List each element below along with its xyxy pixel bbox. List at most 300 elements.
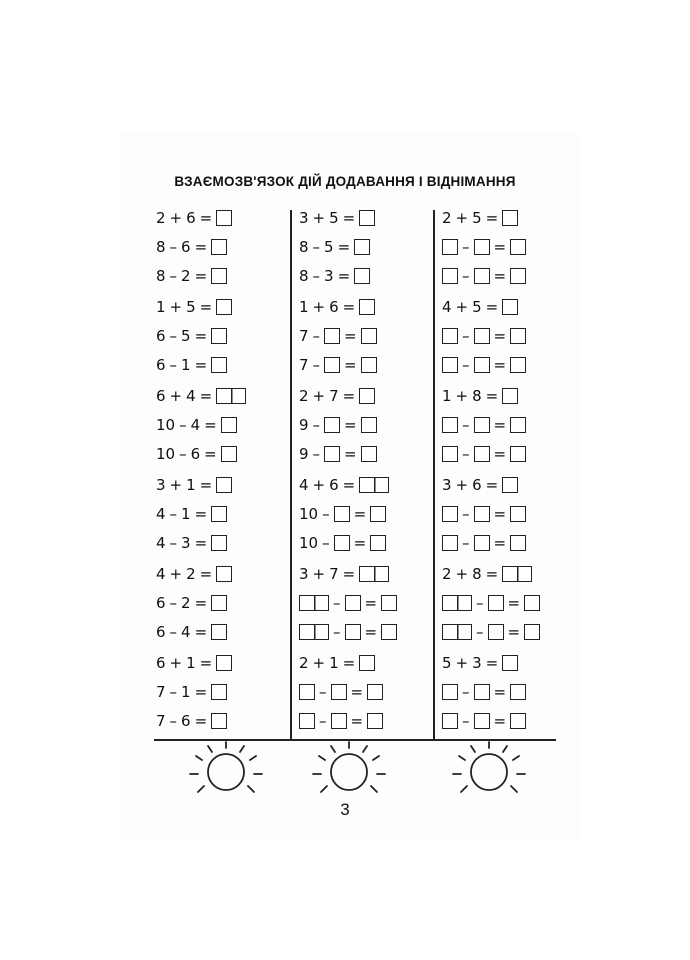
equals-sign: = xyxy=(507,623,521,641)
answer-box[interactable] xyxy=(367,684,383,700)
operand: 6 xyxy=(472,476,482,494)
equation-row xyxy=(156,413,237,437)
equals-sign: = xyxy=(493,356,507,374)
equals-sign: = xyxy=(507,594,521,612)
answer-box[interactable] xyxy=(474,357,490,373)
operand: 3 xyxy=(299,209,309,227)
operand: 2 xyxy=(181,267,191,285)
equation-row xyxy=(156,295,232,319)
operand: 4 xyxy=(299,476,309,494)
two-digit-answer-box[interactable] xyxy=(442,624,472,640)
operand: 4 xyxy=(181,623,191,641)
two-digit-answer-box[interactable] xyxy=(502,566,532,582)
operand: 1 xyxy=(299,298,309,316)
equals-sign: = xyxy=(342,476,356,494)
equals-sign: = xyxy=(204,416,217,434)
equation-row xyxy=(156,562,232,586)
operator-sign: – xyxy=(169,623,178,641)
answer-box[interactable] xyxy=(442,357,458,373)
answer-box[interactable] xyxy=(216,477,232,493)
equals-sign: = xyxy=(364,594,378,612)
equation-row xyxy=(156,651,232,675)
equals-sign: = xyxy=(342,565,356,583)
operator-sign: – xyxy=(169,712,178,730)
equals-sign: = xyxy=(344,416,357,434)
operand: 7 xyxy=(299,327,309,345)
answer-box[interactable] xyxy=(299,684,315,700)
answer-box[interactable] xyxy=(442,446,458,462)
equation-row xyxy=(299,531,386,555)
operand: 6 xyxy=(186,209,196,227)
answer-box[interactable] xyxy=(524,624,540,640)
equals-sign: = xyxy=(350,712,364,730)
answer-box[interactable] xyxy=(324,446,340,462)
operator-sign: – xyxy=(462,327,470,345)
operator-sign: – xyxy=(319,712,327,730)
equals-sign: = xyxy=(199,209,213,227)
answer-box[interactable] xyxy=(361,328,377,344)
answer-box[interactable] xyxy=(474,328,490,344)
answer-box[interactable] xyxy=(510,328,526,344)
answer-box[interactable] xyxy=(359,388,375,404)
equals-sign: = xyxy=(194,534,208,552)
answer-box[interactable] xyxy=(442,535,458,551)
equals-sign: = xyxy=(485,387,499,405)
equation-row xyxy=(442,235,526,259)
operator-sign: + xyxy=(169,209,183,227)
operator-sign: + xyxy=(312,387,326,405)
equation-row xyxy=(156,384,246,408)
operand: 7 xyxy=(299,356,309,374)
operand: 4 xyxy=(186,387,196,405)
answer-box[interactable] xyxy=(510,535,526,551)
answer-box[interactable] xyxy=(331,713,347,729)
answer-box[interactable] xyxy=(367,713,383,729)
equation-row xyxy=(442,295,518,319)
equals-sign: = xyxy=(344,327,357,345)
operator-sign: – xyxy=(169,327,178,345)
operand: 6 xyxy=(156,594,166,612)
operator-sign: – xyxy=(312,267,321,285)
answer-box[interactable] xyxy=(211,506,227,522)
answer-box[interactable] xyxy=(510,713,526,729)
equation-row xyxy=(442,651,518,675)
equals-sign: = xyxy=(194,238,208,256)
answer-box[interactable] xyxy=(474,713,490,729)
operator-sign: + xyxy=(455,387,469,405)
operand: 4 xyxy=(156,505,166,523)
equals-sign: = xyxy=(493,327,507,345)
column-divider-1 xyxy=(290,210,292,740)
equals-sign: = xyxy=(342,209,356,227)
answer-box[interactable] xyxy=(334,535,350,551)
operator-sign: + xyxy=(169,298,183,316)
operator-sign: – xyxy=(476,623,484,641)
answer-box[interactable] xyxy=(502,655,518,671)
answer-box[interactable] xyxy=(474,535,490,551)
operand: 2 xyxy=(299,654,309,672)
equation-row xyxy=(442,591,540,615)
operator-sign: – xyxy=(322,505,330,523)
operand: 8 xyxy=(472,387,482,405)
equation-row xyxy=(156,591,227,615)
equation-row xyxy=(299,709,383,733)
equals-sign: = xyxy=(485,565,499,583)
equation-row xyxy=(442,562,532,586)
operator-sign: – xyxy=(312,238,321,256)
answer-box[interactable] xyxy=(474,446,490,462)
equation-row xyxy=(156,324,227,348)
equation-row xyxy=(156,353,227,377)
sun-icon xyxy=(186,740,266,800)
operator-sign: – xyxy=(462,267,470,285)
answer-box[interactable] xyxy=(299,713,315,729)
answer-box[interactable] xyxy=(502,388,518,404)
answer-box[interactable] xyxy=(370,535,386,551)
equation-row xyxy=(442,442,526,466)
equation-row xyxy=(442,264,526,288)
answer-box[interactable] xyxy=(502,477,518,493)
operand: 7 xyxy=(329,565,339,583)
answer-box[interactable] xyxy=(359,210,375,226)
operator-sign: – xyxy=(169,594,178,612)
operator-sign: – xyxy=(179,445,187,463)
answer-box[interactable] xyxy=(221,417,237,433)
equation-row xyxy=(442,206,518,230)
operator-sign: – xyxy=(462,416,470,434)
operand: 2 xyxy=(181,594,191,612)
equation-row xyxy=(442,384,518,408)
column-divider-2 xyxy=(433,210,435,740)
operand: 6 xyxy=(156,327,166,345)
operand: 6 xyxy=(190,445,201,463)
answer-box[interactable] xyxy=(334,506,350,522)
equals-sign: = xyxy=(353,505,367,523)
operand: 5 xyxy=(472,209,482,227)
answer-box[interactable] xyxy=(361,357,377,373)
equation-row xyxy=(156,473,232,497)
operator-sign: + xyxy=(169,565,183,583)
operator-sign: + xyxy=(169,476,183,494)
operand: 6 xyxy=(329,476,339,494)
equals-sign: = xyxy=(342,387,356,405)
answer-box[interactable] xyxy=(510,506,526,522)
equals-sign: = xyxy=(493,505,507,523)
operand: 5 xyxy=(324,238,334,256)
answer-box[interactable] xyxy=(510,684,526,700)
answer-box[interactable] xyxy=(354,268,370,284)
operand: 8 xyxy=(472,565,482,583)
operand: 8 xyxy=(156,267,166,285)
two-digit-answer-box[interactable] xyxy=(442,595,472,611)
operand: 1 xyxy=(329,654,339,672)
equals-sign: = xyxy=(199,387,213,405)
operand: 5 xyxy=(186,298,196,316)
answer-box[interactable] xyxy=(474,239,490,255)
operand: 7 xyxy=(329,387,339,405)
operator-sign: – xyxy=(169,267,178,285)
equation-row xyxy=(156,235,227,259)
operand: 4 xyxy=(156,534,166,552)
answer-box[interactable] xyxy=(216,210,232,226)
operand: 6 xyxy=(156,623,166,641)
operator-sign: – xyxy=(333,623,341,641)
equals-sign: = xyxy=(194,712,208,730)
equation-row xyxy=(156,620,227,644)
equals-sign: = xyxy=(344,356,357,374)
answer-box[interactable] xyxy=(324,357,340,373)
equals-sign: = xyxy=(199,476,213,494)
operand: 7 xyxy=(156,712,166,730)
operator-sign: + xyxy=(312,654,326,672)
operator-sign: – xyxy=(333,594,341,612)
operand: 10 xyxy=(299,534,319,552)
equation-row xyxy=(442,473,518,497)
answer-box[interactable] xyxy=(221,446,237,462)
operator-sign: – xyxy=(319,683,327,701)
equals-sign: = xyxy=(194,594,208,612)
answer-box[interactable] xyxy=(211,535,227,551)
two-digit-answer-box[interactable] xyxy=(359,566,389,582)
operand: 6 xyxy=(156,356,166,374)
equals-sign: = xyxy=(353,534,367,552)
equation-row xyxy=(442,620,540,644)
equals-sign: = xyxy=(493,445,507,463)
equation-row xyxy=(156,680,227,704)
operand: 2 xyxy=(156,209,166,227)
operand: 3 xyxy=(324,267,334,285)
operand: 10 xyxy=(156,416,176,434)
operand: 4 xyxy=(442,298,452,316)
operand: 2 xyxy=(186,565,196,583)
answer-box[interactable] xyxy=(488,595,504,611)
operator-sign: – xyxy=(169,683,178,701)
answer-box[interactable] xyxy=(510,417,526,433)
answer-box[interactable] xyxy=(502,299,518,315)
operand: 8 xyxy=(156,238,166,256)
equals-sign: = xyxy=(194,505,208,523)
answer-box[interactable] xyxy=(324,328,340,344)
operator-sign: + xyxy=(455,298,469,316)
two-digit-answer-box[interactable] xyxy=(299,595,329,611)
answer-box[interactable] xyxy=(345,595,361,611)
answer-box[interactable] xyxy=(442,239,458,255)
operator-sign: – xyxy=(312,445,321,463)
operator-sign: – xyxy=(462,712,470,730)
operand: 1 xyxy=(186,654,196,672)
operand: 5 xyxy=(442,654,452,672)
equals-sign: = xyxy=(493,534,507,552)
answer-box[interactable] xyxy=(211,268,227,284)
equals-sign: = xyxy=(194,683,208,701)
answer-box[interactable] xyxy=(216,566,232,582)
equals-sign: = xyxy=(194,623,208,641)
equals-sign: = xyxy=(194,356,208,374)
equals-sign: = xyxy=(493,712,507,730)
equation-row xyxy=(299,502,386,526)
answer-box[interactable] xyxy=(502,210,518,226)
answer-box[interactable] xyxy=(442,713,458,729)
answer-box[interactable] xyxy=(211,357,227,373)
operand: 6 xyxy=(156,654,166,672)
equation-row xyxy=(299,473,389,497)
answer-box[interactable] xyxy=(474,417,490,433)
answer-box[interactable] xyxy=(442,268,458,284)
operand: 3 xyxy=(442,476,452,494)
operand: 10 xyxy=(156,445,176,463)
operator-sign: – xyxy=(476,594,484,612)
equation-row xyxy=(299,620,397,644)
equation-row xyxy=(156,206,232,230)
operator-sign: – xyxy=(179,416,187,434)
equals-sign: = xyxy=(493,683,507,701)
equation-row xyxy=(299,442,377,466)
equals-sign: = xyxy=(337,267,351,285)
operand: 5 xyxy=(329,209,339,227)
equation-row xyxy=(156,502,227,526)
answer-box[interactable] xyxy=(211,624,227,640)
answer-box[interactable] xyxy=(442,328,458,344)
answer-box[interactable] xyxy=(324,417,340,433)
equation-row xyxy=(299,562,389,586)
operand: 5 xyxy=(181,327,191,345)
equals-sign: = xyxy=(485,476,499,494)
answer-box[interactable] xyxy=(345,624,361,640)
equation-row xyxy=(299,384,375,408)
answer-box[interactable] xyxy=(474,268,490,284)
equals-sign: = xyxy=(337,238,351,256)
operand: 6 xyxy=(181,712,191,730)
answer-box[interactable] xyxy=(359,655,375,671)
operator-sign: – xyxy=(169,505,178,523)
equals-sign: = xyxy=(485,298,499,316)
operator-sign: – xyxy=(462,683,470,701)
answer-box[interactable] xyxy=(361,446,377,462)
equation-row xyxy=(299,680,383,704)
answer-box[interactable] xyxy=(474,684,490,700)
answer-box[interactable] xyxy=(216,655,232,671)
page-number: 3 xyxy=(340,800,350,819)
operator-sign: + xyxy=(455,565,469,583)
answer-box[interactable] xyxy=(510,239,526,255)
operand: 8 xyxy=(299,267,309,285)
operator-sign: + xyxy=(312,476,326,494)
equals-sign: = xyxy=(194,327,208,345)
operator-sign: – xyxy=(462,445,470,463)
answer-box[interactable] xyxy=(216,299,232,315)
answer-box[interactable] xyxy=(381,595,397,611)
answer-box[interactable] xyxy=(474,506,490,522)
equation-row xyxy=(442,413,526,437)
operand: 1 xyxy=(181,683,191,701)
operand: 6 xyxy=(181,238,191,256)
answer-box[interactable] xyxy=(442,506,458,522)
operator-sign: – xyxy=(169,534,178,552)
equation-row xyxy=(156,709,227,733)
operand: 5 xyxy=(472,298,482,316)
answer-box[interactable] xyxy=(370,506,386,522)
answer-box[interactable] xyxy=(211,595,227,611)
operator-sign: + xyxy=(455,476,469,494)
answer-box[interactable] xyxy=(442,417,458,433)
equals-sign: = xyxy=(342,654,356,672)
operand: 7 xyxy=(156,683,166,701)
answer-box[interactable] xyxy=(510,268,526,284)
operand: 2 xyxy=(442,565,452,583)
answer-box[interactable] xyxy=(331,684,347,700)
operator-sign: + xyxy=(312,209,326,227)
equation-row xyxy=(299,206,375,230)
equals-sign: = xyxy=(342,298,356,316)
operand: 1 xyxy=(181,356,191,374)
operator-sign: + xyxy=(169,387,183,405)
operand: 10 xyxy=(299,505,319,523)
operand: 1 xyxy=(156,298,166,316)
equation-row xyxy=(299,264,370,288)
operand: 1 xyxy=(181,505,191,523)
answer-box[interactable] xyxy=(211,713,227,729)
two-digit-answer-box[interactable] xyxy=(216,388,246,404)
operand: 3 xyxy=(156,476,166,494)
equation-row xyxy=(442,324,526,348)
answer-box[interactable] xyxy=(510,357,526,373)
answer-box[interactable] xyxy=(442,684,458,700)
operand: 4 xyxy=(156,565,166,583)
answer-box[interactable] xyxy=(361,417,377,433)
equation-row xyxy=(442,709,526,733)
equals-sign: = xyxy=(199,565,213,583)
equals-sign: = xyxy=(204,445,217,463)
operand: 3 xyxy=(299,565,309,583)
operator-sign: – xyxy=(169,356,178,374)
equals-sign: = xyxy=(485,209,499,227)
two-digit-answer-box[interactable] xyxy=(299,624,329,640)
answer-box[interactable] xyxy=(510,446,526,462)
operand: 3 xyxy=(181,534,191,552)
two-digit-answer-box[interactable] xyxy=(359,477,389,493)
answer-box[interactable] xyxy=(354,239,370,255)
operand: 9 xyxy=(299,445,309,463)
equals-sign: = xyxy=(493,238,507,256)
equation-row xyxy=(299,591,397,615)
equation-row xyxy=(299,353,377,377)
equals-sign: = xyxy=(199,654,213,672)
operator-sign: + xyxy=(169,654,183,672)
answer-box[interactable] xyxy=(488,624,504,640)
operator-sign: – xyxy=(462,356,470,374)
equals-sign: = xyxy=(350,683,364,701)
operator-sign: + xyxy=(312,565,326,583)
equation-row xyxy=(299,235,370,259)
answer-box[interactable] xyxy=(211,239,227,255)
operator-sign: – xyxy=(169,238,178,256)
operator-sign: + xyxy=(312,298,326,316)
operand: 6 xyxy=(156,387,166,405)
equals-sign: = xyxy=(493,416,507,434)
answer-box[interactable] xyxy=(524,595,540,611)
equals-sign: = xyxy=(199,298,213,316)
answer-box[interactable] xyxy=(359,299,375,315)
answer-box[interactable] xyxy=(211,328,227,344)
equation-row xyxy=(442,502,526,526)
equals-sign: = xyxy=(485,654,499,672)
operator-sign: – xyxy=(462,238,470,256)
answer-box[interactable] xyxy=(211,684,227,700)
answer-box[interactable] xyxy=(381,624,397,640)
operand: 1 xyxy=(186,476,196,494)
equation-row xyxy=(299,413,377,437)
equals-sign: = xyxy=(493,267,507,285)
